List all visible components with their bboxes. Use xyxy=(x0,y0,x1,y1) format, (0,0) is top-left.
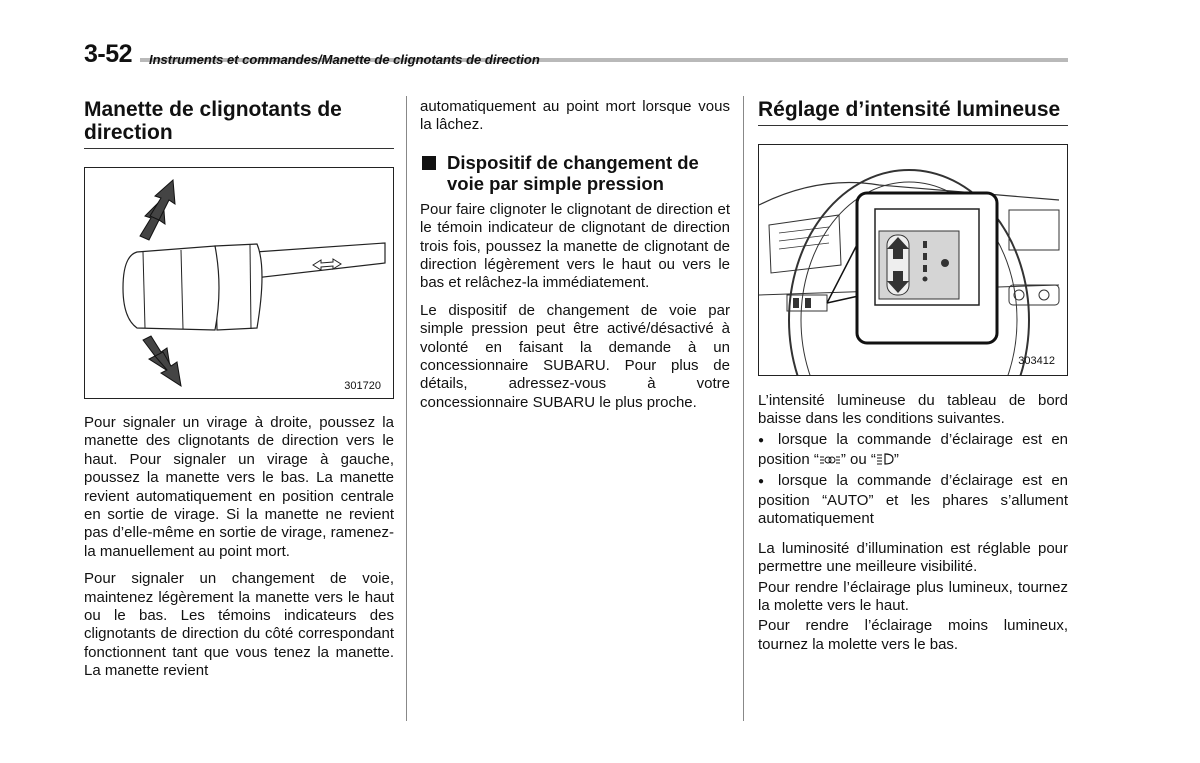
body-paragraph: L’intensité lumineuse du tableau de bord baisse dans les conditions suivantes. xyxy=(758,392,1068,428)
parking-light-icon xyxy=(819,455,841,465)
body-paragraph: Pour signaler un virage à droite, poussez la manette des clignotants de direction vers le haut. Pour signaler un virage à gauche, poussez la manette vers le bas. La manette revient automatiquement en position centrale en sortie de virage. Si la manette ne revient pas d’elle-même en sortie de virage, ramenez-la manuellement au point mort. xyxy=(84,414,394,560)
left-column xyxy=(84,98,394,681)
subsection-heading-text: Dispositif de changement de voie par simple pression xyxy=(447,151,699,194)
page-number: 3-52 xyxy=(84,40,133,68)
bullet-text: ” ou “ xyxy=(840,451,876,469)
continued-paragraph: automatiquement au point mort lorsque vous la lâchez. xyxy=(420,98,730,134)
right-column xyxy=(758,98,1068,654)
bullet-text: lorsque la commande d’éclairage est en position “ xyxy=(758,430,1068,469)
dashboard-dimmer-figure xyxy=(758,144,1068,376)
turn-signal-lever-illustration xyxy=(85,168,393,398)
dashboard-dimmer-illustration xyxy=(759,145,1067,375)
bullet-item xyxy=(758,472,1068,529)
column-divider xyxy=(406,96,407,721)
figure-code: 303412 xyxy=(1018,355,1055,367)
turn-signal-lever-figure xyxy=(84,167,394,399)
square-bullet-icon xyxy=(422,156,436,170)
column-divider xyxy=(743,96,744,721)
running-header: Instruments et commandes/Manette de clignotants de direction xyxy=(149,52,540,67)
body-paragraph: Pour rendre l’éclairage plus lumineux, tournez la molette vers le haut. xyxy=(758,578,1068,615)
middle-column xyxy=(420,98,730,412)
figure-code: 301720 xyxy=(344,380,381,392)
body-paragraph: Pour signaler un changement de voie, maintenez légèrement la manette vers le haut ou le bas. Les témoins indicateurs des clignotants de direction du côté correspondant fonctionnent tant que vous tenez la manette. La manette revient xyxy=(84,570,394,680)
body-paragraph: Pour rendre l’éclairage moins lumineux, tournez la molette vers le bas. xyxy=(758,617,1068,653)
bullet-item xyxy=(758,431,1068,470)
section-heading: Manette de clignotants de direction xyxy=(84,98,342,144)
section-heading: Réglage d’intensité lumineuse xyxy=(758,98,1061,121)
subsection-heading xyxy=(420,152,730,194)
bullet-text: ” xyxy=(893,451,899,469)
headlight-icon xyxy=(876,453,894,465)
body-paragraph: La luminosité d’illumination est réglable pour permettre une meilleure visibilité. xyxy=(758,539,1068,576)
heading-rule xyxy=(758,125,1068,126)
body-paragraph: Le dispositif de changement de voie par simple pression peut être activé/désactivé à volonté en faisant la demande à un concessionnaire SUBARU. Pour plus de détails, adressez-vous à votre concessionnaire SUBARU le plus proche. xyxy=(420,301,730,411)
heading-rule xyxy=(84,148,394,149)
bullet-text: lorsque la commande d’éclairage est en position “AUTO” et les phares s’allument automatiquement xyxy=(758,471,1068,528)
body-paragraph: Pour faire clignoter le clignotant de direction et le témoin indicateur de clignotant de direction trois fois, poussez la manette de clignotant de direction légèrement vers le haut ou vers le bas et relâchez-la immédiatement. xyxy=(420,200,730,292)
